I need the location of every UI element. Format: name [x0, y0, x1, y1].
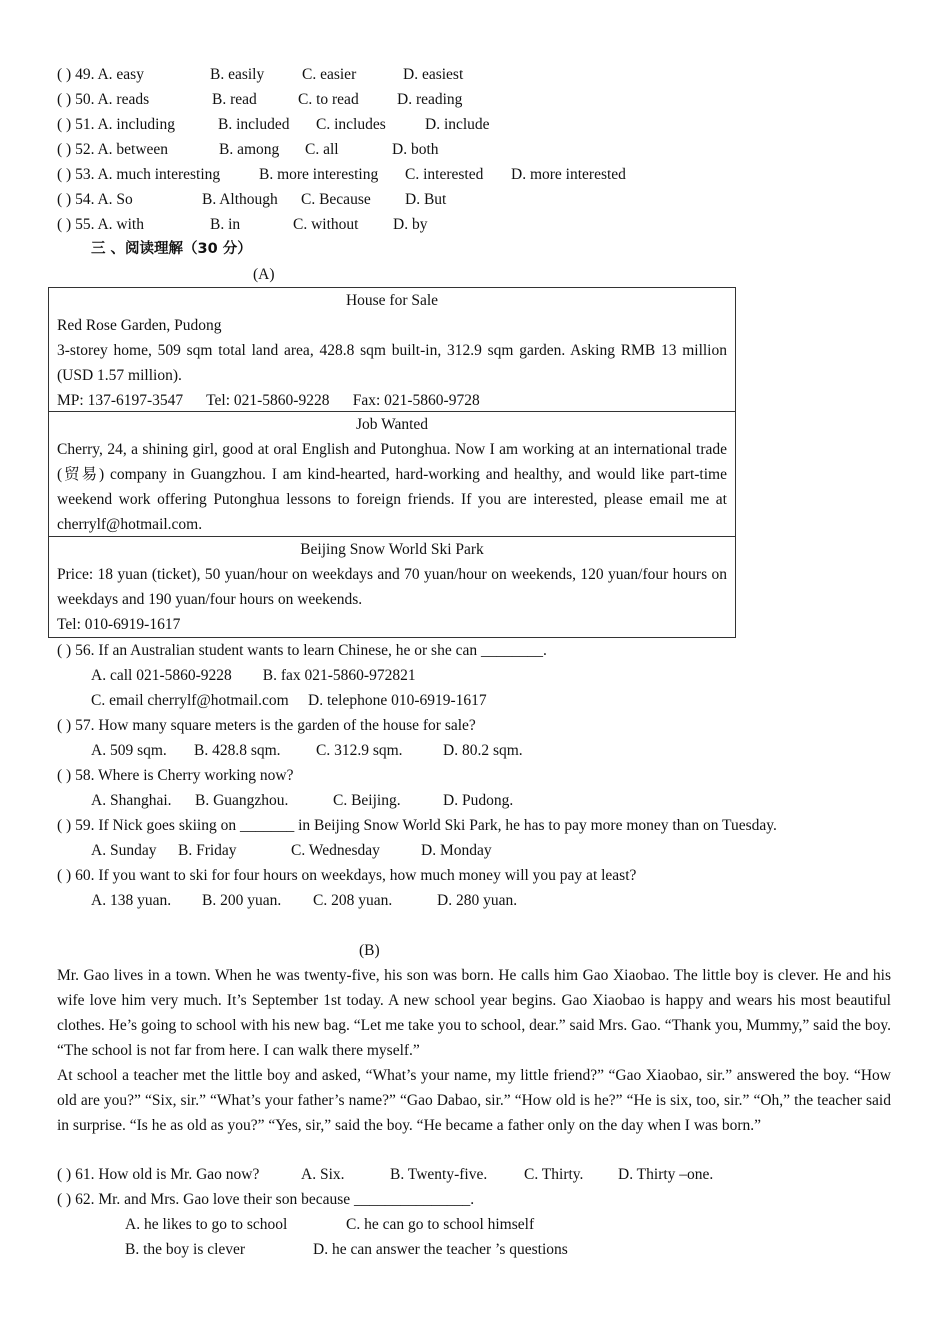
- option-c: C. he can go to school himself: [346, 1216, 535, 1233]
- option-c: C. Wednesday: [291, 842, 380, 859]
- option-c: C. interested: [405, 166, 484, 183]
- option-a: A. 509 sqm.: [91, 742, 167, 759]
- option-c: C. 208 yuan.: [313, 892, 393, 909]
- question-60-options: [91, 888, 517, 913]
- ski-telephone: Tel: 010-6919-1617: [57, 616, 181, 633]
- mc-question-50: [57, 87, 462, 112]
- job-wanted-box: [48, 412, 736, 537]
- option-b: B. included: [218, 116, 290, 133]
- house-title: House for Sale: [345, 292, 439, 309]
- option-b: B. Although: [202, 191, 278, 208]
- question-stem: ( ) 49. A. easy: [57, 66, 144, 83]
- house-contacts: MP: 137-6197-3547 Tel: 021-5860-9228 Fax: 021-5860-9728: [57, 392, 480, 409]
- option-c: C. all: [305, 141, 339, 158]
- ski-prices: Price: 18 yuan (ticket), 50 yuan/hour on weekdays and 70 yuan/hour on weekends, 120 yuan/four hours on weekdays and 190 yuan/four hours on weekends.: [57, 566, 727, 608]
- option-b: B. among: [219, 141, 280, 158]
- question-stem: ( ) 61. How old is Mr. Gao now?: [57, 1166, 260, 1183]
- question-stem: ( ) 50. A. reads: [57, 91, 150, 108]
- question-stem: ( ) 53. A. much interesting: [57, 166, 221, 183]
- question-57-options: [91, 738, 523, 763]
- option-b: B. in: [210, 216, 241, 233]
- question-stem: ( ) 54. A. So: [57, 191, 133, 208]
- mc-question-51: [57, 112, 490, 137]
- ski-park-box: [48, 537, 736, 638]
- question-57: ( ) 57. How many square meters is the garden of the house for sale?: [57, 717, 476, 734]
- option-b: B. Twenty-five.: [390, 1166, 488, 1183]
- option-a: A. he likes to go to school: [125, 1216, 288, 1233]
- option-a: A. Sunday: [91, 842, 157, 859]
- question-62: ( ) 62. Mr. and Mrs. Gao love their son because _______________.: [57, 1191, 475, 1208]
- question-59-options: [91, 838, 492, 863]
- option-d: D. But: [405, 191, 447, 208]
- option-c: C. without: [293, 216, 359, 233]
- house-for-sale-box: [48, 287, 736, 412]
- option-d: D. he can answer the teacher ’s questions: [313, 1241, 568, 1258]
- question-60: ( ) 60. If you want to ski for four hours on weekdays, how much money will you pay at least?: [57, 867, 637, 884]
- question-62-options-ac: [125, 1212, 534, 1237]
- option-c: C. 312.9 sqm.: [316, 742, 403, 759]
- option-c: C. Beijing.: [333, 792, 401, 809]
- option-b: B. easily: [210, 66, 265, 83]
- section-title: 三 、阅读理解（30 分）: [91, 241, 252, 257]
- option-c: C. includes: [316, 116, 386, 133]
- option-d: D. 280 yuan.: [437, 892, 518, 909]
- option-b: B. 428.8 sqm.: [194, 742, 281, 759]
- question-58-options: [91, 788, 513, 813]
- option-d: D. both: [392, 141, 439, 158]
- question-62-options-bd: [125, 1237, 568, 1262]
- option-d: D. by: [393, 216, 428, 233]
- question-61: [57, 1162, 713, 1187]
- job-title: Job Wanted: [355, 416, 429, 433]
- option-d: D. include: [425, 116, 490, 133]
- option-b: B. Guangzhou.: [195, 792, 289, 809]
- passage-b-label: (B): [359, 942, 380, 959]
- question-56-options-cd: C. email cherrylf@hotmail.com D. telephone 010-6919-1617: [91, 692, 487, 709]
- option-d: D. Pudong.: [443, 792, 514, 809]
- mc-question-52: [57, 137, 439, 162]
- mc-question-53: [57, 162, 626, 187]
- option-d: D. Thirty –one.: [618, 1166, 714, 1183]
- option-c: C. easier: [302, 66, 357, 83]
- option-d: D. reading: [397, 91, 463, 108]
- option-b: B. Friday: [178, 842, 237, 859]
- option-a: A. Six.: [301, 1166, 345, 1183]
- option-a: A. 138 yuan.: [91, 892, 172, 909]
- option-c: C. Because: [301, 191, 371, 208]
- mc-question-54: [57, 187, 446, 212]
- question-stem: ( ) 55. A. with: [57, 216, 144, 233]
- option-b: B. 200 yuan.: [202, 892, 282, 909]
- question-stem: ( ) 51. A. including: [57, 116, 175, 133]
- passage-b-paragraph-1: Mr. Gao lives in a town. When he was twenty-five, his son was born. He calls him Gao Xiaobao. The little boy is clever. He and his wife love him very much. It’s September 1st today. A new school year begins. Gao Xiaobao is happy and wears his most beautiful clothes. He’s going to school with his new bag. “Let me take you to school, dear.” said Mrs. Gao. “Thank you, Mummy,” said the boy. “The school is not far from here. I can walk there myself.”: [57, 967, 891, 1059]
- option-c: C. Thirty.: [524, 1166, 584, 1183]
- option-d: D. more interested: [511, 166, 626, 183]
- option-c: C. to read: [298, 91, 359, 108]
- ski-title: Beijing Snow World Ski Park: [300, 541, 484, 558]
- job-description: Cherry, 24, a shining girl, good at oral English and Putonghua. Now I am working at an international trade (贸易) company in Guangzhou. I am kind-hearted, hard-working and healthy, and would like part-time weekend work offering Putonghua lessons to foreign friends. If you are interested, please email me at cherrylf@hotmail.com.: [57, 441, 727, 533]
- option-b: B. read: [212, 91, 257, 108]
- mc-question-55: [57, 212, 427, 237]
- question-58: ( ) 58. Where is Cherry working now?: [57, 767, 294, 784]
- passage-b-paragraph-2: At school a teacher met the little boy and asked, “What’s your name, my little friend?” “Gao Xiaobao, sir.” answered the boy. “How old are you?” “Six, sir.” “What’s your father’s name?” “Gao Dabao, sir.” “How old is he?” “He is six, too, sir.” “Oh,” the teacher said in surprise. “Is he as old as you?” “Yes, sir,” said the boy. “He became a father only on the day when I was born.”: [57, 1067, 891, 1134]
- house-description: 3-storey home, 509 sqm total land area, 428.8 sqm built-in, 312.9 sqm garden. Asking RMB 13 million (USD 1.57 million).: [57, 342, 727, 384]
- passage-a-label: (A): [253, 266, 275, 283]
- house-location: Red Rose Garden, Pudong: [57, 317, 222, 334]
- question-59: ( ) 59. If Nick goes skiing on _______ in Beijing Snow World Ski Park, he has to pay more money than on Tuesday.: [57, 817, 777, 834]
- question-56-options-ab: A. call 021-5860-9228 B. fax 021-5860-972821: [91, 667, 416, 684]
- option-b: B. more interesting: [259, 166, 379, 183]
- question-stem: ( ) 52. A. between: [57, 141, 169, 158]
- option-a: A. Shanghai.: [91, 792, 172, 809]
- question-56: ( ) 56. If an Australian student wants to learn Chinese, he or she can ________.: [57, 642, 547, 659]
- option-b: B. the boy is clever: [125, 1241, 246, 1258]
- option-d: D. easiest: [403, 66, 464, 83]
- mc-question-49: [57, 62, 463, 87]
- option-d: D. Monday: [421, 842, 492, 859]
- option-d: D. 80.2 sqm.: [443, 742, 523, 759]
